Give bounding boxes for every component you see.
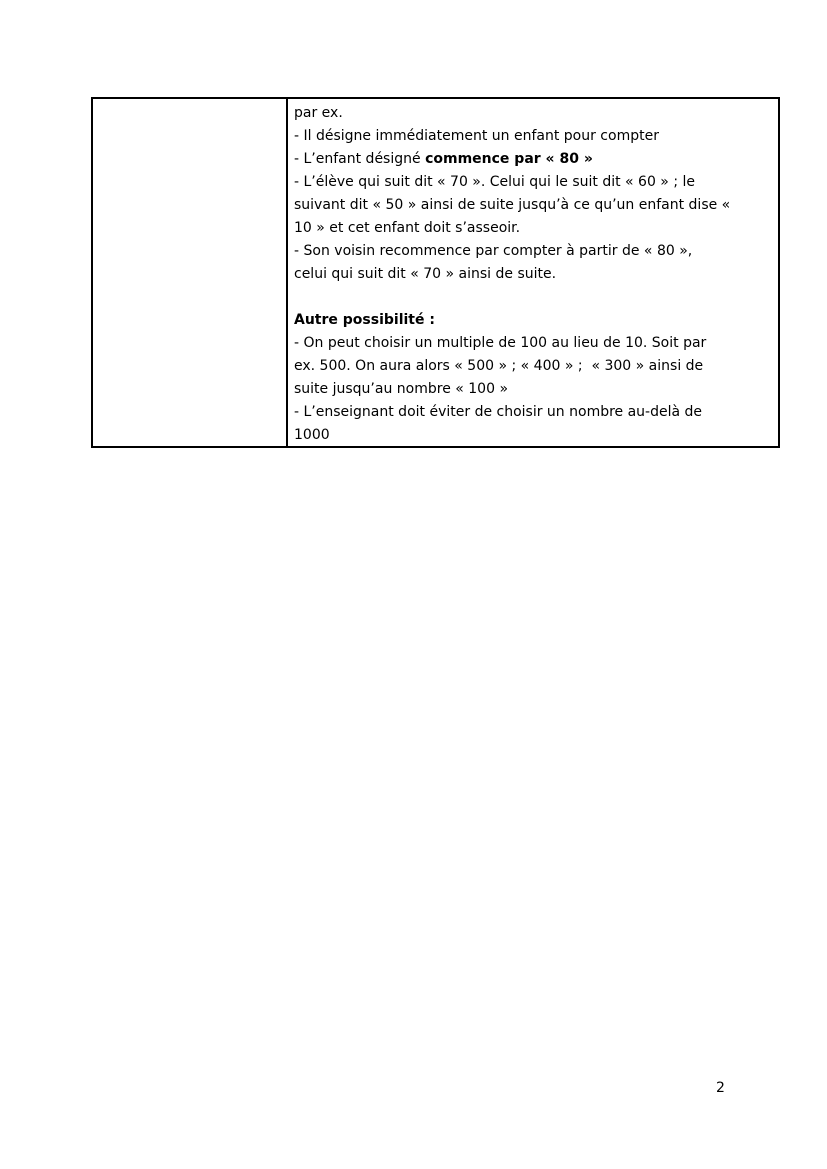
text-segment: celui qui suit dit « 70 » ainsi de suite. [294,266,557,282]
text-line [294,401,772,424]
text-segment: - L’enseignant doit éviter de choisir un nombre au-delà de [294,404,703,420]
text-segment: - Son voisin recommence par compter à partir de « 80 », [294,243,693,259]
content-table [91,97,780,448]
text-line [294,102,772,125]
text-line [294,148,772,171]
text-line [294,263,772,286]
bold-text-segment: Autre possibilité : [294,312,435,328]
page-number: 2 [716,1080,725,1096]
bold-text-segment: commence par « 80 » [425,151,593,167]
table-cell-left [93,99,288,446]
text-segment: suivant dit « 50 » ainsi de suite jusqu’à ce qu’un enfant dise « [294,197,731,213]
text-line [294,309,772,332]
text-segment: ex. 500. On aura alors « 500 » ; « 400 » ; « 300 » ainsi de [294,358,704,374]
text-line [294,286,772,309]
text-segment: par ex. [294,105,343,121]
text-segment: 1000 [294,427,330,443]
text-line [294,217,772,240]
text-segment: - On peut choisir un multiple de 100 au lieu de 10. Soit par [294,335,707,351]
text-line [294,171,772,194]
text-line [294,194,772,217]
text-line [294,424,772,446]
text-line [294,332,772,355]
text-segment: - L’élève qui suit dit « 70 ». Celui qui le suit dit « 60 » ; le [294,174,695,190]
text-segment: - L’enfant désigné [294,151,426,167]
text-line [294,355,772,378]
text-segment: - Il désigne immédiatement un enfant pour compter [294,128,659,144]
text-segment: 10 » et cet enfant doit s’asseoir. [294,220,521,236]
table-cell-right [288,99,778,446]
text-line [294,125,772,148]
text-segment: suite jusqu’au nombre « 100 » [294,381,509,397]
text-line [294,240,772,263]
text-line [294,378,772,401]
